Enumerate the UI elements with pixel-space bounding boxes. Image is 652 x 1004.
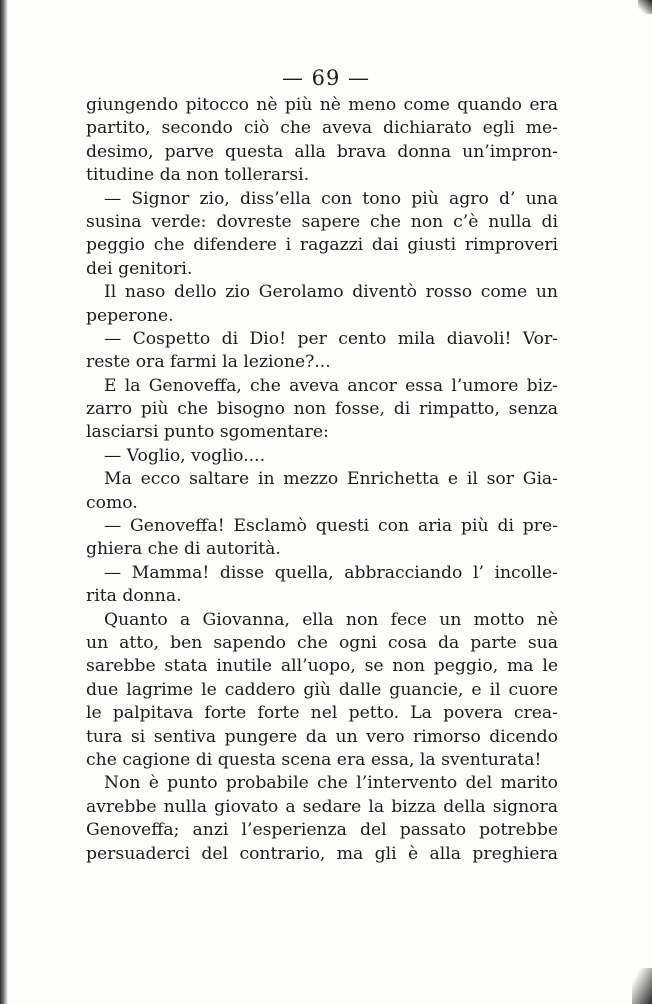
text-line: giungendo pitocco nè più nè meno come quando era	[86, 95, 558, 115]
text-line: dei genitori.	[86, 258, 193, 279]
text-line: — Genoveffa! Esclamò questi con aria più di pre-	[104, 516, 558, 537]
page-corner-shadow	[638, 0, 652, 14]
text-line: titudine da non tollerarsi.	[86, 165, 310, 186]
text-line: Ma ecco saltare in mezzo Enrichetta e il sor Gia-	[104, 469, 558, 490]
text-line: Non è punto probabile che l’intervento del marito	[104, 773, 558, 794]
text-line: avrebbe nulla giovato a sedare la bizza della signora	[86, 796, 558, 817]
text-line: — Voglio, voglio....	[104, 445, 266, 466]
text-line: ghiera che di autorità.	[86, 539, 281, 560]
text-line: persuaderci del contrario, ma gli è alla preghiera	[86, 843, 558, 864]
text-line: partito, secondo ciò che aveva dichiarato egli me-	[86, 118, 558, 139]
text-line: due lagrime le caddero giù dalle guancie, e il cuore	[86, 679, 558, 700]
text-line: peperone.	[86, 305, 174, 326]
text-line: E la Genoveffa, che aveva ancor essa l’umore biz-	[104, 375, 558, 396]
text-line: — Cospetto di Dio! per cento mila diavoli! Vor-	[104, 328, 558, 349]
text-line: peggio che difendere i ragazzi dai giusti rimproveri	[86, 235, 558, 256]
text-line: che cagione di questa scena era essa, la sventurata!	[86, 749, 542, 770]
text-line: un atto, ben sapendo che ogni cosa da parte sua	[86, 632, 558, 653]
page-corner-shadow	[632, 968, 652, 1004]
body-text	[86, 94, 558, 866]
text-line: Quanto a Giovanna, ella non fece un motto nè	[104, 609, 558, 630]
text-line: reste ora farmi la lezione?...	[86, 352, 331, 373]
page-gutter-shadow	[0, 0, 8, 1004]
text-line: — Signor zio, diss’ella con tono più agro d’ una	[104, 188, 558, 209]
text-line: como.	[86, 492, 138, 513]
text-line: rita donna.	[86, 586, 182, 607]
text-line: zarro più che bisogno non fosse, di rimpatto, senza	[86, 399, 558, 420]
text-line: Il naso dello zio Gerolamo diventò rosso come un	[104, 282, 558, 303]
text-line: le palpitava forte forte nel petto. La povera crea-	[86, 703, 558, 724]
text-line: sarebbe stata inutile all’uopo, se non peggio, ma le	[86, 656, 558, 677]
text-line: susina verde: dovreste sapere che non c’è nulla di	[86, 211, 558, 232]
text-line: Genoveffa; anzi l’esperienza del passato potrebbe	[86, 820, 558, 841]
text-line: tura si sentiva pungere da un vero rimorso dicendo	[86, 726, 558, 747]
text-line: desimo, parve questa alla brava donna un’impron-	[86, 141, 558, 162]
page-number: — 69 —	[281, 66, 371, 90]
text-line: lasciarsi punto sgomentare:	[86, 422, 329, 443]
text-line: — Mamma! disse quella, abbracciando l’ incolle-	[104, 562, 558, 583]
